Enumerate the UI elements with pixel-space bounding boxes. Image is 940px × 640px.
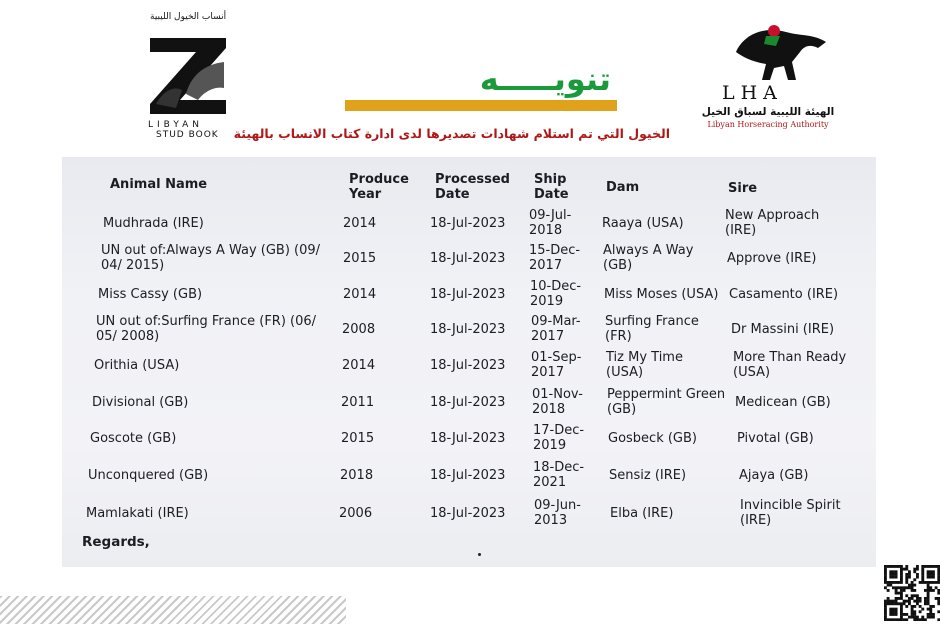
lha-arabic-name: الهيئة الليبية لسباق الخيل: [701, 106, 835, 118]
headline-word: تنويـــــه: [479, 60, 611, 98]
cell-ship-line: 17-Dec-: [533, 423, 585, 438]
cell-dam: [604, 287, 718, 302]
cell-processed: [430, 395, 505, 410]
cell-sire-line: (USA): [733, 365, 771, 380]
headline-underline-bar: [345, 100, 617, 111]
cell-name-line: Orithia (USA): [94, 357, 180, 373]
cell-ship-line: 2021: [533, 475, 567, 490]
cell-processed: [430, 506, 505, 521]
cell-ship: [533, 423, 584, 453]
cell-name-line: 04/ 2015): [101, 258, 165, 273]
cell-dam-line: (USA): [606, 365, 644, 380]
cell-ship-line: 09-Mar-: [531, 314, 581, 329]
cell-dam-line: (FR): [605, 329, 632, 344]
cell-ship-line: 2018: [529, 223, 563, 238]
cell-dam: [608, 431, 697, 446]
header-produce-year-line1: Produce: [349, 172, 409, 187]
regards-text: Regards,: [82, 534, 150, 550]
cell-dam-line: (GB): [607, 402, 637, 417]
header-sire: Sire: [728, 181, 758, 196]
lha-logo: [700, 22, 840, 129]
cell-name: [98, 287, 202, 302]
cell-dam: [606, 350, 683, 380]
cell-year: [341, 395, 374, 410]
cell-sire: [731, 322, 834, 337]
cell-processed: [430, 216, 505, 231]
cell-dam-line: Always A Way: [603, 243, 694, 258]
cell-year: [343, 216, 376, 231]
cell-year-line: 2006: [339, 505, 373, 521]
cell-sire: [735, 395, 831, 410]
cell-dam-line: Surfing France: [605, 314, 699, 329]
cell-processed: [430, 287, 505, 302]
cell-ship: [530, 279, 581, 309]
cell-sire-line: Invincible Spirit: [740, 498, 841, 513]
cell-name-line: Divisional (GB): [92, 394, 189, 410]
cell-ship-line: 2013: [534, 513, 568, 528]
cell-ship: [534, 498, 581, 528]
cell-sire-line: Medicean (GB): [735, 394, 831, 410]
cell-dam: [607, 387, 725, 417]
stud-logo-line1: LIBYAN: [148, 120, 204, 130]
cell-processed: [430, 468, 505, 483]
cell-year-line: 2014: [342, 357, 376, 373]
cell-year: [339, 506, 372, 521]
cell-processed-line: 18-Jul-2023: [430, 505, 506, 521]
cell-dam-line: Peppermint Green: [607, 387, 726, 402]
cell-name-line: Goscote (GB): [90, 430, 177, 446]
cell-year: [342, 358, 375, 373]
subtitle: الخيول التي تم استلام شهادات تصديرها لدى ادارة كتاب الانساب بالهيئة: [233, 126, 670, 141]
cell-name: [92, 395, 188, 410]
cell-name: [101, 243, 320, 273]
header-processed-date-line2: Date: [435, 187, 470, 202]
cell-processed-line: 18-Jul-2023: [430, 357, 506, 373]
cell-processed-line: 18-Jul-2023: [430, 394, 506, 410]
cell-sire: [740, 498, 841, 528]
cell-year-line: 2008: [342, 321, 376, 337]
header-produce-year: [349, 172, 409, 202]
cell-dam-line: Raaya (USA): [602, 215, 684, 231]
cell-ship-line: 10-Dec-: [530, 279, 582, 294]
cell-processed: [430, 431, 505, 446]
horse-head-silhouette-icon: [146, 34, 230, 118]
export-certificates-table: [62, 157, 876, 567]
cell-ship-line: 15-Dec-: [529, 243, 581, 258]
libyan-stud-book-logo: [140, 8, 236, 138]
cell-dam: [609, 468, 686, 483]
cell-year: [343, 287, 376, 302]
cell-name: [88, 468, 208, 483]
cell-ship-line: 2018: [532, 402, 566, 417]
cell-name-line: 05/ 2008): [96, 329, 160, 344]
cell-ship-line: 2017: [531, 365, 565, 380]
header-ship-date: [534, 172, 569, 202]
cell-name-line: Miss Cassy (GB): [98, 286, 203, 302]
cell-dam: [603, 243, 693, 273]
header-produce-year-line2: Year: [349, 187, 382, 202]
cell-ship-line: 2019: [533, 438, 567, 453]
cell-processed: [430, 322, 505, 337]
cell-name-line: UN out of:Always A Way (GB) (09/: [101, 243, 321, 258]
cell-year: [342, 322, 375, 337]
cell-sire-line: Dr Massini (IRE): [731, 321, 835, 337]
stud-logo-arabic: أنساب الخيول الليبية: [150, 12, 227, 22]
header-animal-name: Animal Name: [110, 177, 208, 192]
decorative-stripes: [0, 596, 346, 624]
cell-name: [86, 506, 189, 521]
cell-processed-line: 18-Jul-2023: [430, 467, 506, 483]
cell-year-line: 2015: [343, 250, 377, 266]
cell-ship: [531, 314, 581, 344]
cell-year: [343, 251, 376, 266]
cell-sire: [725, 208, 819, 238]
cell-dam: [605, 314, 699, 344]
cell-processed-line: 18-Jul-2023: [430, 321, 506, 337]
cell-dam-line: (GB): [603, 258, 633, 273]
cell-sire-line: New Approach: [725, 208, 820, 223]
header-ship-date-line2: Date: [534, 187, 569, 202]
cell-ship: [532, 387, 583, 417]
headline: [345, 60, 617, 112]
cell-sire-line: Pivotal (GB): [737, 430, 814, 446]
cell-dam: [602, 216, 684, 231]
cell-processed: [430, 251, 505, 266]
cell-year: [341, 431, 374, 446]
cell-ship-line: 01-Sep-: [531, 350, 582, 365]
cell-sire-line: Casamento (IRE): [729, 286, 839, 302]
cell-dam-line: Gosbeck (GB): [608, 430, 697, 446]
header-processed-date: [435, 172, 510, 202]
cell-name: [103, 216, 204, 231]
cell-sire-line: (IRE): [725, 223, 757, 238]
cell-processed-line: 18-Jul-2023: [430, 286, 506, 302]
cell-ship-line: 09-Jun-: [534, 498, 581, 513]
racing-horse-jockey-icon: [730, 22, 830, 82]
cell-ship-line: 2017: [529, 258, 563, 273]
cell-ship-line: 01-Nov-: [532, 387, 583, 402]
cell-year-line: 2018: [340, 467, 374, 483]
cell-name: [94, 358, 179, 373]
cell-sire-line: Approve (IRE): [727, 250, 817, 266]
lha-abbreviation: LHA: [722, 82, 783, 104]
cell-name: [90, 431, 176, 446]
cell-name-line: Mudhrada (IRE): [103, 215, 204, 231]
cell-ship: [531, 350, 581, 380]
scan-speck: [478, 553, 481, 556]
cell-ship-line: 18-Dec-: [533, 460, 585, 475]
cell-sire: [737, 431, 814, 446]
cell-processed-line: 18-Jul-2023: [430, 215, 506, 231]
cell-dam-line: Sensiz (IRE): [609, 467, 687, 483]
cell-sire-line: (IRE): [740, 513, 772, 528]
cell-name: [96, 314, 316, 344]
cell-dam-line: Miss Moses (USA): [604, 286, 719, 302]
cell-ship: [529, 243, 580, 273]
cell-year-line: 2014: [343, 215, 377, 231]
cell-name-line: UN out of:Surfing France (FR) (06/: [96, 314, 317, 329]
cell-ship-line: 2017: [531, 329, 565, 344]
cell-dam-line: Tiz My Time: [606, 350, 683, 365]
qr-code-icon: [884, 565, 940, 621]
cell-sire: [729, 287, 838, 302]
cell-year-line: 2011: [341, 394, 375, 410]
cell-ship: [529, 208, 571, 238]
lha-english-name: Libyan Horseracing Authority: [707, 120, 829, 129]
cell-year-line: 2014: [343, 286, 377, 302]
header-ship-date-line1: Ship: [534, 172, 567, 187]
cell-ship-line: 2019: [530, 294, 564, 309]
header-dam: Dam: [606, 180, 640, 195]
cell-sire: [733, 350, 846, 380]
cell-sire-line: More Than Ready: [733, 350, 847, 365]
cell-ship: [533, 460, 584, 490]
cell-dam: [610, 506, 673, 521]
cell-ship-line: 09-Jul-: [529, 208, 572, 223]
cell-year: [340, 468, 373, 483]
cell-processed-line: 18-Jul-2023: [430, 430, 506, 446]
cell-name-line: Mamlakati (IRE): [86, 505, 189, 521]
stud-logo-line2: STUD BOOK: [156, 130, 219, 140]
cell-dam-line: Elba (IRE): [610, 505, 674, 521]
cell-sire: [739, 468, 808, 483]
header-processed-date-line1: Processed: [435, 172, 510, 187]
cell-processed-line: 18-Jul-2023: [430, 250, 506, 266]
cell-sire-line: Ajaya (GB): [739, 467, 809, 483]
cell-sire: [727, 251, 816, 266]
cell-year-line: 2015: [341, 430, 375, 446]
cell-processed: [430, 358, 505, 373]
cell-name-line: Unconquered (GB): [88, 467, 209, 483]
